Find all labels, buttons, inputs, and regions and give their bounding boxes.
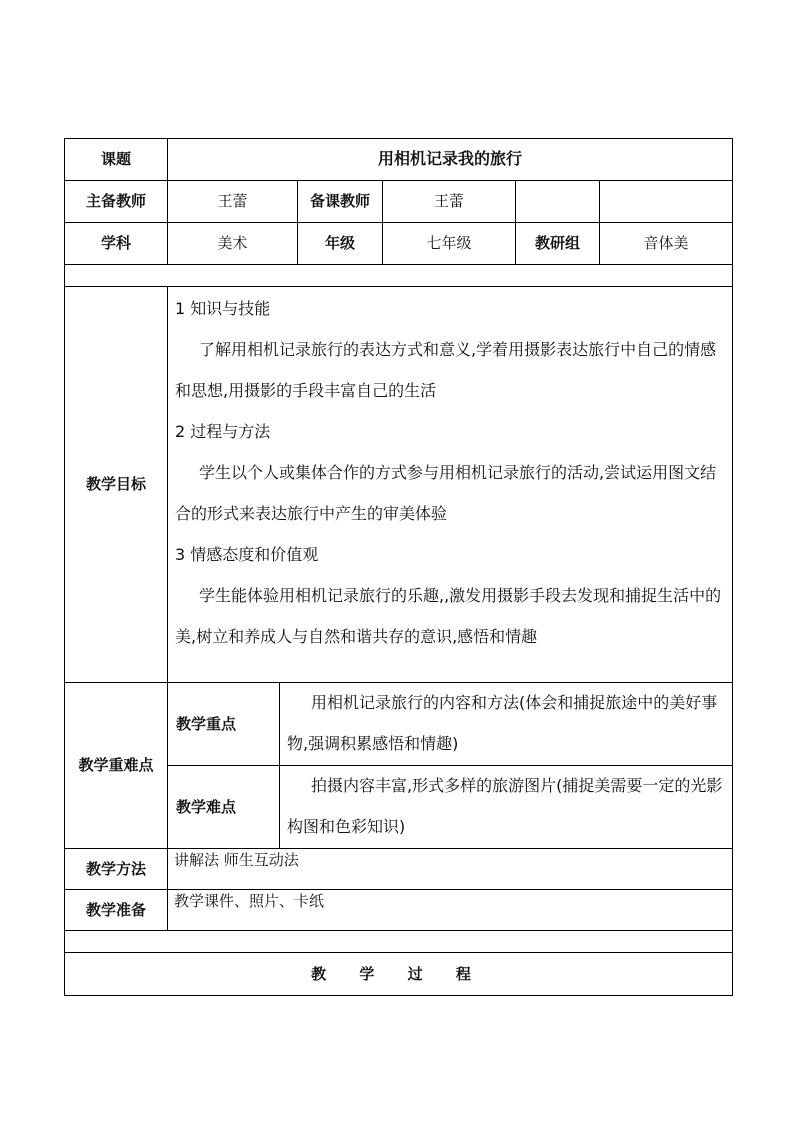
key-difficult-label: 教学重难点 — [78, 756, 154, 774]
teaching-process-title: 教 学 过 程 — [311, 964, 485, 983]
difficult-points-label: 教学难点 — [176, 797, 237, 816]
grade-label: 年级 — [324, 233, 355, 252]
preparation-label: 教学准备 — [85, 900, 146, 919]
subject-label: 学科 — [100, 233, 131, 252]
grid-line — [64, 264, 733, 265]
grid-line — [732, 138, 733, 996]
grid-line — [279, 682, 280, 849]
grid-line — [64, 995, 733, 996]
research-group-label: 教研组 — [534, 233, 580, 252]
prep-teacher-value: 王蕾 — [433, 191, 464, 210]
subject-value: 美术 — [217, 233, 248, 252]
main-teacher-value: 王蕾 — [217, 191, 248, 210]
course-label: 课题 — [100, 149, 131, 168]
objective-heading-3: 3 情感态度和价值观 — [175, 545, 319, 564]
objectives-label: 教学目标 — [85, 475, 146, 493]
main-teacher-label: 主备教师 — [85, 191, 146, 210]
research-group-value: 音体美 — [643, 233, 689, 252]
objective-paragraph-1: 了解用相机记录旅行的表达方式和意义,学着用摄影表达旅行中自己的情感和思想,用摄影的手段丰富自己的生活 — [175, 340, 717, 400]
objective-paragraph-2: 学生以个人或集体合作的方式参与用相机记录旅行的活动,尝试运用图文结合的形式来表达旅行中产生的审美体验 — [175, 463, 717, 523]
prep-teacher-label: 备课教师 — [309, 191, 370, 210]
objective-paragraph-3: 学生能体验用相机记录旅行的乐趣,,激发用摄影手段去发现和捕捉生活中的美,树立和养成人与自然和谐共存的意识,感悟和情趣 — [175, 586, 722, 646]
difficult-points-content: 拍摄内容丰富,形式多样的旅游图片(捕捉美需要一定的光影构图和色彩知识) — [287, 776, 723, 836]
course-title: 用相机记录我的旅行 — [377, 149, 522, 168]
method-value: 讲解法 师生互动法 — [174, 851, 299, 869]
key-points-content: 用相机记录旅行的内容和方法(体会和捕捉旅途中的美好事物,强调积累感悟和情趣) — [287, 693, 718, 753]
key-points-label: 教学重点 — [176, 714, 237, 733]
grade-value: 七年级 — [426, 233, 472, 252]
objective-heading-1: 1 知识与技能 — [175, 299, 271, 318]
grid-line — [64, 930, 733, 931]
method-label: 教学方法 — [85, 859, 146, 878]
objective-heading-2: 2 过程与方法 — [175, 422, 271, 441]
preparation-value: 教学课件、照片、卡纸 — [174, 892, 325, 910]
